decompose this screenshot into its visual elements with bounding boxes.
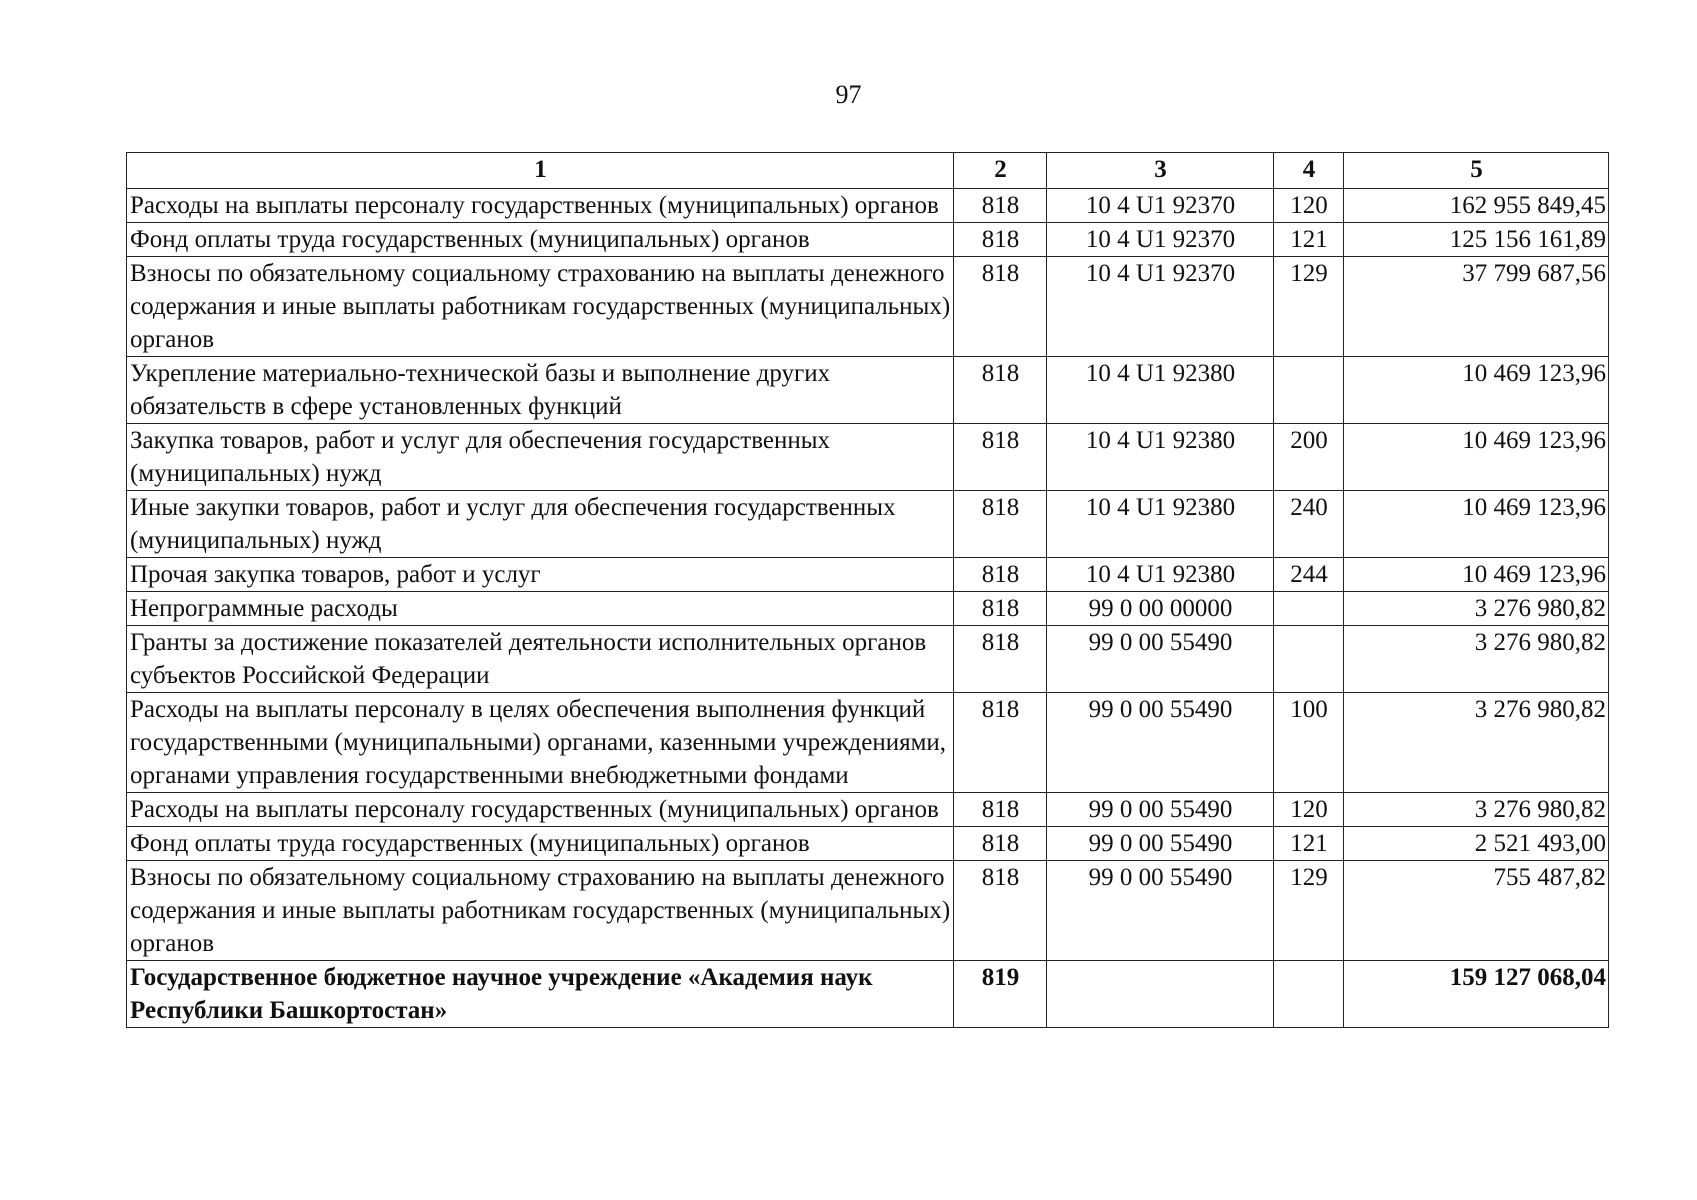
cell-amount: 162 955 849,45 xyxy=(1344,189,1609,223)
cell-expense-type: 129 xyxy=(1274,861,1344,961)
cell-amount: 10 469 123,96 xyxy=(1344,558,1609,592)
cell-expense-type: 121 xyxy=(1274,827,1344,861)
cell-amount: 3 276 980,82 xyxy=(1344,793,1609,827)
cell-expense-type: 100 xyxy=(1274,693,1344,793)
cell-admin-code: 818 xyxy=(954,223,1047,257)
cell-amount: 37 799 687,56 xyxy=(1344,257,1609,357)
table-row xyxy=(127,189,1609,223)
cell-target-article: 10 4 U1 92370 xyxy=(1047,189,1274,223)
cell-name: Фонд оплаты труда государственных (муниципальных) органов xyxy=(127,827,954,861)
table-row xyxy=(127,257,1609,357)
cell-target-article: 10 4 U1 92380 xyxy=(1047,558,1274,592)
cell-target-article: 10 4 U1 92380 xyxy=(1047,491,1274,558)
cell-name: Расходы на выплаты персоналу государственных (муниципальных) органов xyxy=(127,189,954,223)
cell-name: Взносы по обязательному социальному страхованию на выплаты денежного содержания и иные выплаты работникам государственных (муниципальных) органов xyxy=(127,257,954,357)
cell-expense-type: 240 xyxy=(1274,491,1344,558)
cell-amount: 755 487,82 xyxy=(1344,861,1609,961)
cell-admin-code: 818 xyxy=(954,424,1047,491)
cell-admin-code: 818 xyxy=(954,861,1047,961)
cell-target-article: 10 4 U1 92380 xyxy=(1047,357,1274,424)
cell-amount: 125 156 161,89 xyxy=(1344,223,1609,257)
cell-admin-code: 818 xyxy=(954,491,1047,558)
table-row xyxy=(127,424,1609,491)
table-row xyxy=(127,693,1609,793)
column-header-3: 3 xyxy=(1047,153,1274,189)
cell-name: Взносы по обязательному социальному страхованию на выплаты денежного содержания и иные выплаты работникам государственных (муниципальных) органов xyxy=(127,861,954,961)
page-number: 97 xyxy=(835,80,862,109)
cell-name: Непрограммные расходы xyxy=(127,592,954,626)
cell-name: Расходы на выплаты персоналу в целях обеспечения выполнения функций государственными (муниципальными) органами, казенными учреждениями, органами управления государственными внебюджетными фондами xyxy=(127,693,954,793)
table-row xyxy=(127,626,1609,693)
table-row xyxy=(127,491,1609,558)
cell-target-article: 10 4 U1 92370 xyxy=(1047,223,1274,257)
column-header-5: 5 xyxy=(1344,153,1609,189)
cell-admin-code: 819 xyxy=(954,961,1047,1028)
cell-target-article: 10 4 U1 92380 xyxy=(1047,424,1274,491)
cell-admin-code: 818 xyxy=(954,693,1047,793)
table-body xyxy=(127,189,1609,1028)
cell-expense-type xyxy=(1274,961,1344,1028)
cell-admin-code: 818 xyxy=(954,626,1047,693)
cell-name: Гранты за достижение показателей деятельности исполнительных органов субъектов Российской Федерации xyxy=(127,626,954,693)
column-header-1: 1 xyxy=(127,153,954,189)
column-header-2: 2 xyxy=(954,153,1047,189)
cell-amount: 159 127 068,04 xyxy=(1344,961,1609,1028)
cell-admin-code: 818 xyxy=(954,592,1047,626)
cell-expense-type xyxy=(1274,357,1344,424)
cell-target-article: 99 0 00 55490 xyxy=(1047,827,1274,861)
cell-admin-code: 818 xyxy=(954,793,1047,827)
cell-amount: 3 276 980,82 xyxy=(1344,626,1609,693)
table-row xyxy=(127,961,1609,1028)
cell-target-article: 99 0 00 00000 xyxy=(1047,592,1274,626)
cell-target-article: 99 0 00 55490 xyxy=(1047,793,1274,827)
cell-admin-code: 818 xyxy=(954,357,1047,424)
cell-name: Укрепление материально-технической базы и выполнение других обязательств в сфере установленных функций xyxy=(127,357,954,424)
cell-target-article: 99 0 00 55490 xyxy=(1047,861,1274,961)
table-row xyxy=(127,558,1609,592)
cell-amount: 10 469 123,96 xyxy=(1344,357,1609,424)
cell-amount: 2 521 493,00 xyxy=(1344,827,1609,861)
table-row xyxy=(127,357,1609,424)
cell-admin-code: 818 xyxy=(954,827,1047,861)
cell-expense-type xyxy=(1274,592,1344,626)
cell-expense-type: 200 xyxy=(1274,424,1344,491)
cell-target-article: 99 0 00 55490 xyxy=(1047,693,1274,793)
cell-name: Прочая закупка товаров, работ и услуг xyxy=(127,558,954,592)
cell-name: Государственное бюджетное научное учреждение «Академия наук Республики Башкортостан» xyxy=(127,961,954,1028)
table-row xyxy=(127,592,1609,626)
column-header-4: 4 xyxy=(1274,153,1344,189)
cell-amount: 3 276 980,82 xyxy=(1344,592,1609,626)
cell-amount: 3 276 980,82 xyxy=(1344,693,1609,793)
cell-expense-type: 120 xyxy=(1274,189,1344,223)
table-header-row xyxy=(127,153,1609,189)
table-row xyxy=(127,827,1609,861)
cell-expense-type: 244 xyxy=(1274,558,1344,592)
table-row xyxy=(127,793,1609,827)
cell-target-article: 10 4 U1 92370 xyxy=(1047,257,1274,357)
cell-expense-type xyxy=(1274,626,1344,693)
cell-expense-type: 129 xyxy=(1274,257,1344,357)
table-row xyxy=(127,861,1609,961)
cell-name: Фонд оплаты труда государственных (муниципальных) органов xyxy=(127,223,954,257)
cell-amount: 10 469 123,96 xyxy=(1344,424,1609,491)
cell-name: Расходы на выплаты персоналу государственных (муниципальных) органов xyxy=(127,793,954,827)
cell-name: Закупка товаров, работ и услуг для обеспечения государственных (муниципальных) нужд xyxy=(127,424,954,491)
cell-expense-type: 121 xyxy=(1274,223,1344,257)
cell-target-article: 99 0 00 55490 xyxy=(1047,626,1274,693)
cell-target-article xyxy=(1047,961,1274,1028)
cell-admin-code: 818 xyxy=(954,558,1047,592)
cell-amount: 10 469 123,96 xyxy=(1344,491,1609,558)
cell-name: Иные закупки товаров, работ и услуг для обеспечения государственных (муниципальных) нужд xyxy=(127,491,954,558)
cell-admin-code: 818 xyxy=(954,189,1047,223)
table-row xyxy=(127,223,1609,257)
cell-admin-code: 818 xyxy=(954,257,1047,357)
budget-table xyxy=(126,152,1609,1028)
cell-expense-type: 120 xyxy=(1274,793,1344,827)
